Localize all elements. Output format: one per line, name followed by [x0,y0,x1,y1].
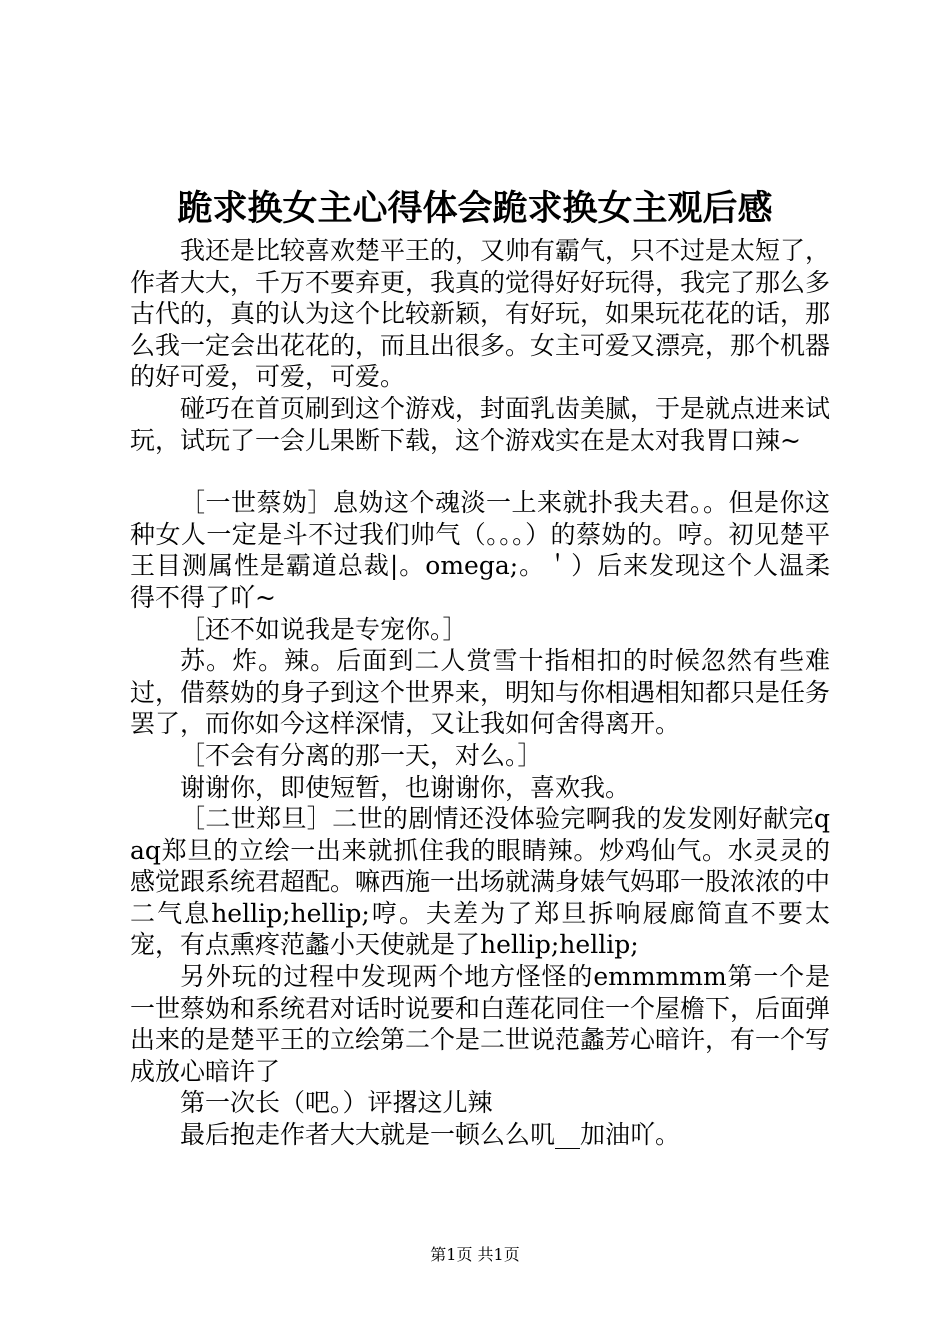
paragraph: 另外玩的过程中发现两个地方怪怪的emmmmm第一个是一世蔡妫和系统君对话时说要和白莲花同住一个屋檐下，后面弹出来的是楚平王的立绘第二个是二世说范蠡芳心暗许，有一个写成放心暗许了 [130,962,831,1086]
paragraph: ［一世蔡妫］息妫这个魂淡一上来就扑我夫君。。但是你这种女人一定是斗不过我们帅气（。。。）的蔡妫的。哼。初见楚平王目测属性是霸道总裁|。omega;。＇）后来发现这个人温柔得不得了吖~ [130,488,830,612]
paragraph: 碰巧在首页刷到这个游戏，封面乳齿美腻，于是就点进来试玩，试玩了一会儿果断下载，这个游戏实在是太对我胃口辣~ [130,393,831,455]
document-body [130,235,830,1151]
page-footer: 第1页 共1页 [430,1245,520,1264]
paragraph: 谢谢你，即使短暂，也谢谢你，喜欢我。 [180,772,631,802]
paragraph: ［二世郑旦］二世的剧情还没体验完啊我的发发刚好献完qaq郑旦的立绘一出来就抓住我的眼睛辣。炒鸡仙气。水灵灵的感觉跟系统君超配。嘛西施一出场就满身婊气妈耶一股浓浓的中二气息hellip;hellip;哼。夫差为了郑旦拆响屐廊简直不要太宠，有点熏疼范蠡小天使就是了hellip;hellip; [130,804,831,960]
paragraph: 最后抱走作者大大就是一顿么么叽__加油吖。 [180,1120,681,1150]
paragraph: 我还是比较喜欢楚平王的，又帅有霸气，只不过是太短了，作者大大，千万不要弃更，我真的觉得好好玩得，我完了那么多古代的，真的认为这个比较新颖，有好玩，如果玩花花的话，那么我一定会出花花的，而且出很多。女主可爱又漂亮，那个机器的好可爱，可爱，可爱。 [130,236,831,392]
paragraph: ［还不如说我是专宠你。］ [180,614,468,644]
paragraph: ［不会有分离的那一天，对么。］ [180,740,543,770]
paragraph: 第一次长（吧。）评撂这儿辣 [180,1088,493,1118]
paragraph: 苏。炸。辣。后面到二人赏雪十指相扣的时候忽然有些难过，借蔡妫的身子到这个世界来，明知与你相遇相知都只是任务罢了，而你如今这样深情，又让我如何舍得离开。 [130,646,831,739]
document-title: 跪求换女主心得体会跪求换女主观后感 [177,188,773,229]
